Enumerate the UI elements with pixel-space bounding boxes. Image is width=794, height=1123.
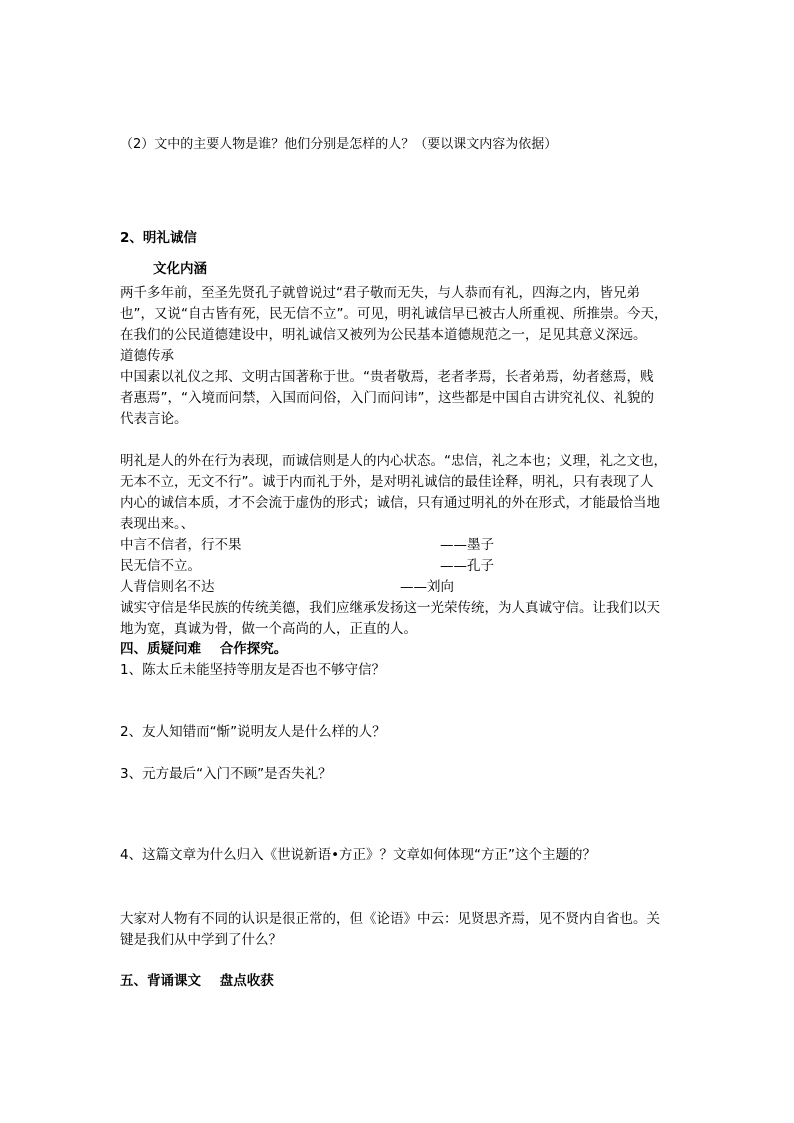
question-2: （2）文中的主要人物是谁？他们分别是怎样的人？（要以课文内容为依据） (120, 137, 558, 152)
inquiry-question: 4、这篇文章为什么归入《世说新语•方正》？文章如何体现“方正”这个主题的？ (120, 847, 597, 863)
quote-source: ——墨子 (440, 537, 494, 553)
paragraph-line: 无本不立，无文不行”。诚于内而礼于外，是对明礼诚信的最佳诠释，明礼，只有表现了人 (120, 474, 654, 490)
paragraph-line: 表现出来。、 (120, 516, 195, 532)
section-heading-inquiry: 四、质疑问难 合作探究。 (120, 641, 288, 657)
paragraph-line: 在我们的公民道德建设中，明礼诚信又被列为公民基本道德规范之一，足见其意义深远。 (120, 327, 647, 343)
quote-text: 中言不信者，行不果 (120, 537, 242, 553)
paragraph-line: 地为宽，真诚为骨，做一个高尚的人，正直的人。 (120, 621, 417, 637)
inquiry-question: 2、友人知错而“惭”说明友人是什么样的人？ (120, 724, 386, 740)
inquiry-question: 3、元方最后“入门不顾”是否失礼？ (120, 766, 332, 782)
section-heading-recite: 五、背诵课文 盘点收获 (120, 973, 274, 989)
paragraph-line: 明礼是人的外在行为表现，而诚信则是人的内心状态。“忠信，礼之本也；义理，礼之文也， (120, 453, 667, 469)
paragraph-line: 代表言论。 (120, 411, 188, 427)
paragraph-line: 内心的诚信本质，才不会流于虚伪的形式；诚信，只有通过明礼的外在形式，才能最恰当地 (120, 495, 660, 511)
closing-line: 大家对人物有不同的认识是很正常的，但《论语》中云：见贤思齐焉，见不贤内自省也。关 (120, 911, 660, 927)
paragraph-line: 两千多年前，至圣先贤孔子就曾说过“君子敬而无失，与人恭而有礼，四海之内，皆兄弟 (120, 285, 640, 301)
quote-source: ——刘向 (400, 579, 454, 595)
quote-source: ——孔子 (440, 558, 494, 574)
paragraph-line: 也”，又说“自古皆有死，民无信不立”。可见，明礼诚信早已被古人所重视、所推崇。今天， (120, 306, 668, 322)
paragraph-line: 诚实守信是华民族的传统美德，我们应继承发扬这一光荣传统，为人真诚守信。让我们以天 (120, 600, 660, 616)
closing-line: 键是我们从中学到了什么？ (120, 932, 282, 948)
paragraph-line: 中国素以礼仪之邦、文明古国著称于世。“贵者敬焉，老者孝焉，长者弟焉，幼者慈焉，贱 (120, 369, 654, 385)
paragraph-line: 者惠焉”，“入境而问禁，入国而问俗，入门而问讳”，这些都是中国自古讲究礼仪、礼貌的 (120, 390, 654, 406)
quote-text: 民无信不立。 (120, 558, 201, 574)
quote-text: 人背信则名不达 (120, 579, 215, 595)
inquiry-question: 1、陈太丘未能坚持等朋友是否也不够守信？ (120, 662, 386, 678)
subheading-culture: 文化内涵 (153, 261, 207, 277)
section-heading-mingli-chengxin: 2、明礼诚信 (120, 230, 197, 246)
subheading-moral-heritage: 道德传承 (120, 348, 174, 364)
